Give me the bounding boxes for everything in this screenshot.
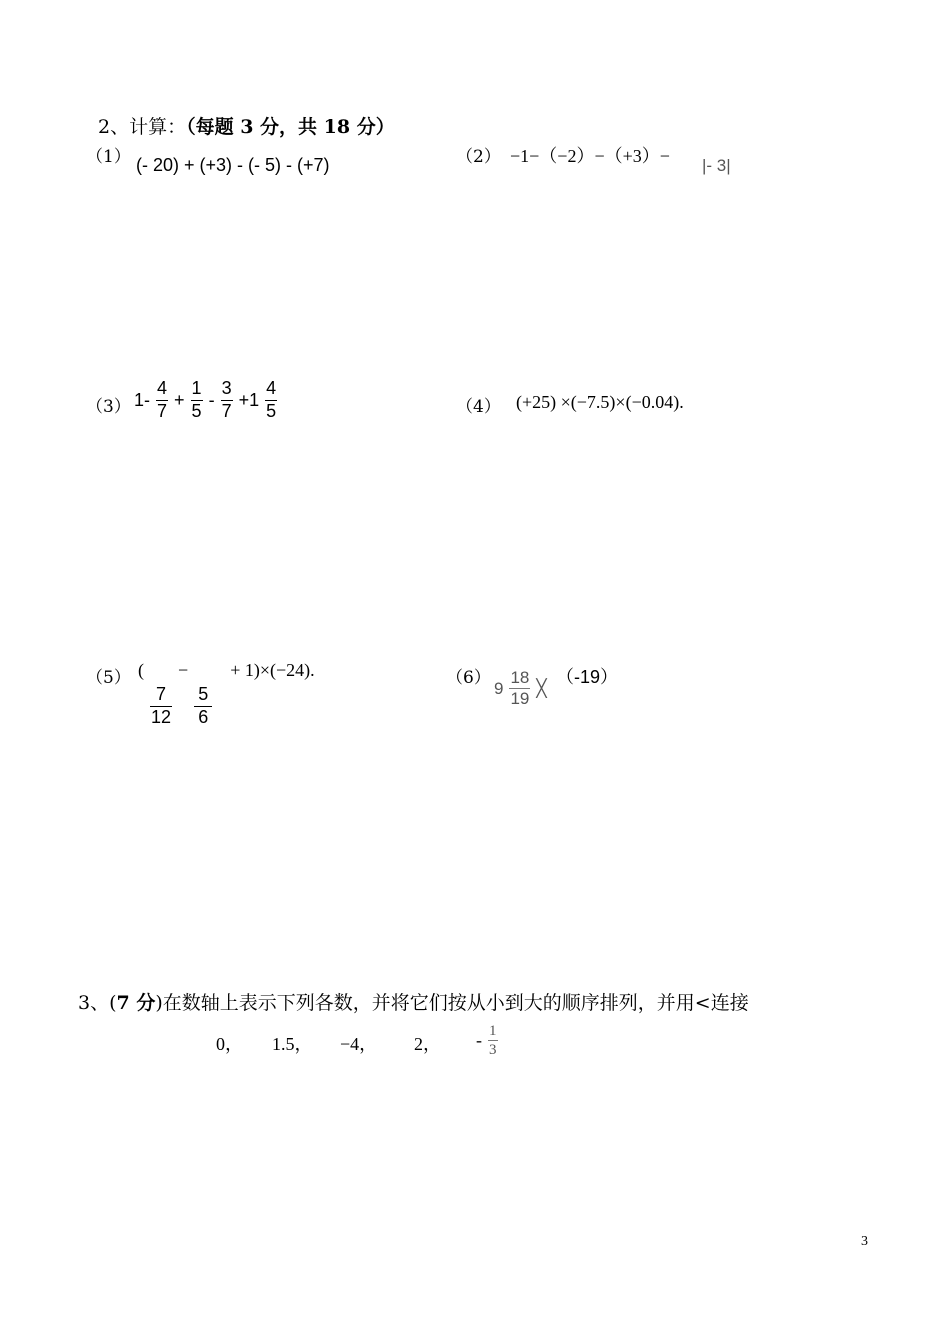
problem-6-whole: 9 [494, 678, 504, 698]
problem-6-expression [494, 668, 547, 710]
section-3-number-1: 1.5， [272, 1034, 313, 1054]
problem-6-times: ╳ [536, 678, 547, 698]
page-number: 3 [861, 1234, 868, 1249]
problem-5-fraction-2: $\frac{5}{6}$ [194, 684, 212, 728]
section-3-last-fraction: $\frac{1}{3}$ [489, 1023, 497, 1058]
section-3-title-prefix: 3、( [78, 992, 117, 1014]
problem-4-label: （4） [456, 397, 501, 417]
problem-3-fraction-4: $\frac{4}{5}$ [266, 378, 277, 421]
section-3-title [78, 988, 749, 1015]
section-2-title [98, 112, 395, 139]
problem-3-op-2: - [208, 389, 215, 410]
problem-3-fraction-3: $\frac{3}{7}$ [221, 378, 232, 421]
problem-2-label: （2） [456, 147, 501, 167]
problem-5-op-1: − [178, 660, 189, 680]
problem-5-expression [138, 660, 315, 728]
problem-4-expression: (+25) ×(−7.5)×(−0.04). [516, 392, 684, 412]
problem-3-label: （3） [86, 397, 131, 417]
section-3-title-rest: )在数轴上表示下列各数，并将它们按从小到大的顺序排列，并用<连接 [155, 992, 749, 1014]
problem-5-label: （5） [86, 668, 131, 688]
problem-3-expression [134, 378, 279, 422]
section-3-number-4 [476, 1022, 500, 1059]
section-3-last-sign: - [476, 1030, 482, 1050]
problem-2-expression: −1−（−2）−（+3）− [510, 146, 670, 166]
problem-1-expression: (- 20) + (+3) - (- 5) - (+7) [136, 155, 330, 175]
section-3-title-points: 7 分 [116, 992, 156, 1014]
problem-3-fraction-1: $\frac{4}{7}$ [157, 378, 168, 421]
problem-5-open-paren: ( [138, 660, 144, 680]
problem-6-label: （6） [446, 668, 491, 688]
section-2-title-prefix: 2、计算： [98, 116, 187, 138]
problem-5-fraction-1: $\frac{7}{12}$ [151, 684, 172, 727]
problem-3-op-3: +1 [238, 389, 260, 410]
section-3-number-3: 2， [414, 1034, 441, 1054]
problem-3-lead: 1- [134, 389, 151, 410]
problem-6-fraction: $\frac{18}{19}$ [510, 668, 530, 709]
section-2-title-points: （每题 3 分，共 18 分） [186, 116, 395, 138]
section-3-number-2: −4， [340, 1034, 378, 1054]
problem-1-label: （1） [86, 147, 131, 167]
problem-6-tail: （-19） [556, 667, 619, 687]
section-3-number-0: 0， [216, 1034, 243, 1054]
problem-3-fraction-2: $\frac{1}{5}$ [191, 378, 202, 421]
problem-3-op-1: + [174, 389, 185, 410]
problem-2-absolute-value: |- 3| [702, 156, 731, 175]
problem-5-tail: + 1)×(−24). [230, 660, 315, 680]
